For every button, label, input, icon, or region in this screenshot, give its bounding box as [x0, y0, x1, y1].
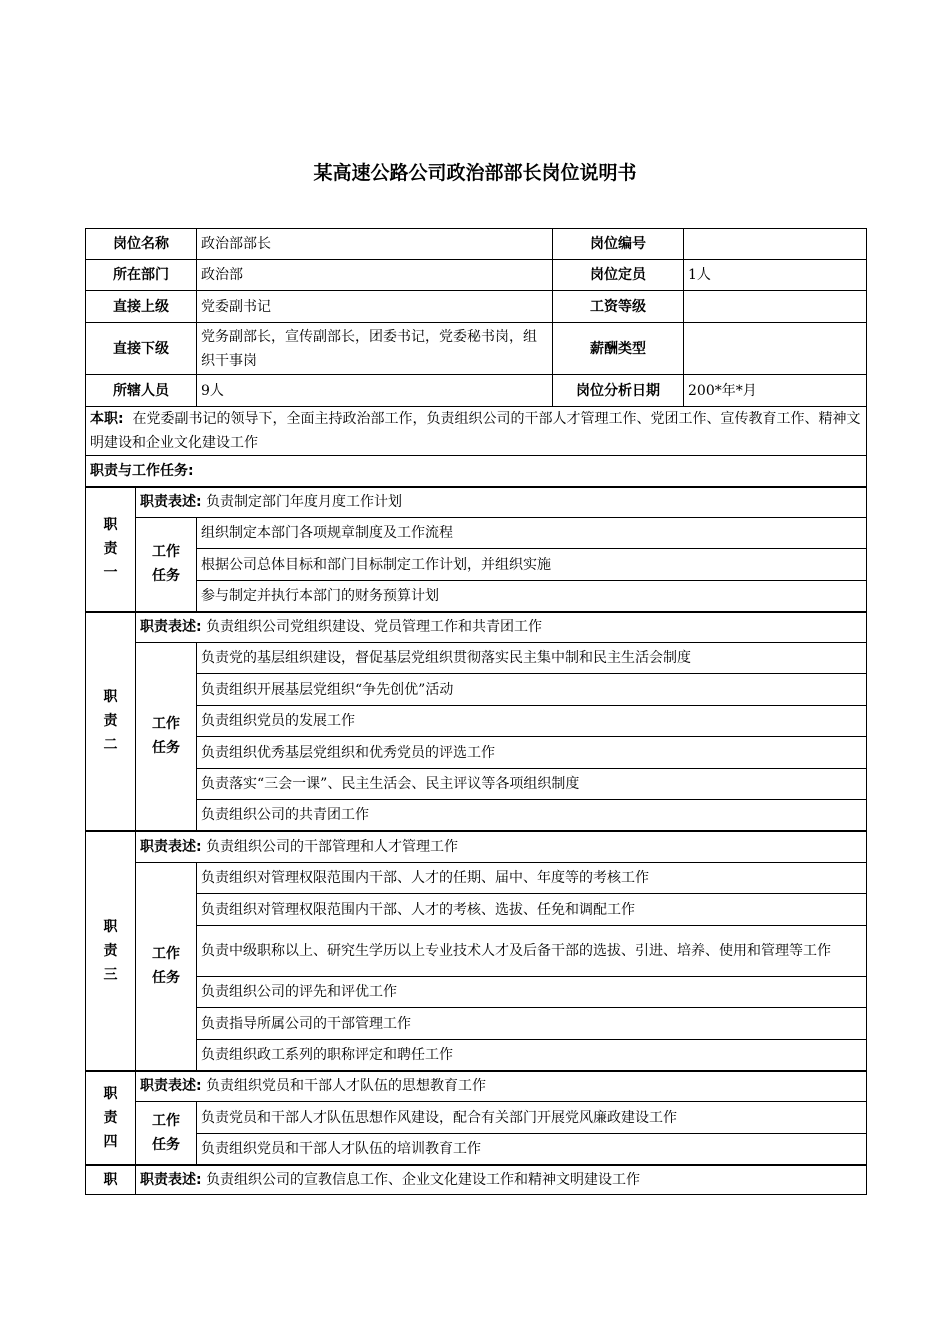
dept-value: 政治部: [197, 260, 553, 291]
duties-header: 职责与工作任务:: [86, 456, 867, 487]
duty-desc-row: [86, 612, 867, 643]
position-no-label: 岗位编号: [553, 229, 684, 260]
duty-2-task-4: 负责组织优秀基层党组织和优秀党员的评选工作: [197, 737, 867, 769]
pay-grade-label: 工资等级: [553, 291, 684, 323]
task-row: [86, 1102, 867, 1134]
duty-4-task-1: 负责党员和干部人才队伍思想作风建设，配合有关部门开展党风廉政建设工作: [197, 1102, 867, 1134]
dept-label: 所在部门: [86, 260, 197, 291]
info-row: [86, 260, 867, 291]
duty-1-desc: 职责表述: 负责制定部门年度月度工作计划: [136, 487, 867, 518]
duty-3-task-label: 工作 任务: [136, 863, 197, 1071]
duty-summary-text: 在党委副书记的领导下，全面主持政治部工作，负责组织公司的干部人才管理工作、党团工作、宣传教育工作、精神文明建设和企业文化建设工作: [90, 411, 861, 451]
position-no-value: [684, 229, 867, 260]
task-row: [86, 800, 867, 831]
pay-type-value: [684, 323, 867, 375]
duty-desc-row: [86, 1071, 867, 1102]
duty-desc-row: [86, 1165, 867, 1195]
duty-1-task-3: 参与制定并执行本部门的财务预算计划: [197, 581, 867, 612]
duties-header-row: [86, 456, 867, 487]
duty-1-name: 职 责 一: [86, 487, 136, 612]
task-row: [86, 1008, 867, 1040]
task-row: [86, 926, 867, 977]
analysis-date-value: 200*年*月: [684, 375, 867, 407]
superior-label: 直接上级: [86, 291, 197, 323]
duty-4-name: 职 责 四: [86, 1071, 136, 1165]
pay-grade-value: [684, 291, 867, 323]
duty-3-name: 职 责 三: [86, 831, 136, 1071]
task-row: [86, 737, 867, 769]
duty-4-task-2: 负责组织党员和干部人才队伍的培训教育工作: [197, 1134, 867, 1165]
duty-2-task-3: 负责组织党员的发展工作: [197, 706, 867, 737]
task-row: [86, 894, 867, 926]
analysis-date-label: 岗位分析日期: [553, 375, 684, 407]
position-name-label: 岗位名称: [86, 229, 197, 260]
duty-3-desc: 职责表述: 负责组织公司的干部管理和人才管理工作: [136, 831, 867, 863]
duty-2-task-2: 负责组织开展基层党组织“争先创优”活动: [197, 674, 867, 706]
duty-2-task-label: 工作 任务: [136, 643, 197, 831]
duty-3-task-4: 负责组织公司的评先和评优工作: [197, 977, 867, 1008]
pay-type-label: 薪酬类型: [553, 323, 684, 375]
task-row: [86, 549, 867, 581]
duty-desc-row: [86, 487, 867, 518]
duty-5-desc: 职责表述: 负责组织公司的宣教信息工作、企业文化建设工作和精神文明建设工作: [136, 1165, 867, 1195]
duty-4-desc: 职责表述: 负责组织党员和干部人才队伍的思想教育工作: [136, 1071, 867, 1102]
staff-label: 所辖人员: [86, 375, 197, 407]
task-row: [86, 769, 867, 800]
headcount-label: 岗位定员: [553, 260, 684, 291]
task-row: [86, 977, 867, 1008]
info-row: [86, 291, 867, 323]
duty-2-name: 职 责 二: [86, 612, 136, 831]
task-row: [86, 518, 867, 549]
subordinate-label: 直接下级: [86, 323, 197, 375]
task-row: [86, 674, 867, 706]
superior-value: 党委副书记: [197, 291, 553, 323]
duty-2-desc: 职责表述: 负责组织公司党组织建设、党员管理工作和共青团工作: [136, 612, 867, 643]
info-row: [86, 375, 867, 407]
task-row: [86, 863, 867, 894]
headcount-value: 1人: [684, 260, 867, 291]
staff-value: 9人: [197, 375, 553, 407]
duty-desc-row: [86, 831, 867, 863]
duty-3-task-2: 负责组织对管理权限范围内干部、人才的考核、选拔、任免和调配工作: [197, 894, 867, 926]
duty-summary-row: [86, 407, 867, 456]
info-row: [86, 323, 867, 375]
duty-3-task-1: 负责组织对管理权限范围内干部、人才的任期、届中、年度等的考核工作: [197, 863, 867, 894]
duty-3-task-6: 负责组织政工系列的职称评定和聘任工作: [197, 1040, 867, 1071]
duty-3-task-5: 负责指导所属公司的干部管理工作: [197, 1008, 867, 1040]
duty-summary-label: 本职:: [90, 411, 124, 427]
task-row: [86, 643, 867, 674]
duty-1-task-label: 工作 任务: [136, 518, 197, 612]
task-row: [86, 1134, 867, 1165]
duty-2-task-1: 负责党的基层组织建设，督促基层党组织贯彻落实民主集中制和民主生活会制度: [197, 643, 867, 674]
duty-4-task-label: 工作 任务: [136, 1102, 197, 1165]
job-description-table: [85, 228, 867, 1195]
position-name-value: 政治部部长: [197, 229, 553, 260]
duty-5-name: 职: [86, 1165, 136, 1195]
task-row: [86, 706, 867, 737]
subordinate-value: 党务副部长，宣传副部长，团委书记，党委秘书岗，组织干事岗: [197, 323, 553, 375]
page-title: 某高速公路公司政治部部长岗位说明书: [313, 162, 637, 184]
duty-1-task-1: 组织制定本部门各项规章制度及工作流程: [197, 518, 867, 549]
info-row: [86, 229, 867, 260]
duty-2-task-5: 负责落实“三会一课”、民主生活会、民主评议等各项组织制度: [197, 769, 867, 800]
task-row: [86, 581, 867, 612]
task-row: [86, 1040, 867, 1071]
duty-3-task-3: 负责中级职称以上、研究生学历以上专业技术人才及后备干部的选拔、引进、培养、使用和管理等工作: [197, 926, 867, 977]
duty-2-task-6: 负责组织公司的共青团工作: [197, 800, 867, 831]
duty-1-task-2: 根据公司总体目标和部门目标制定工作计划，并组织实施: [197, 549, 867, 581]
duty-summary: [86, 407, 867, 456]
